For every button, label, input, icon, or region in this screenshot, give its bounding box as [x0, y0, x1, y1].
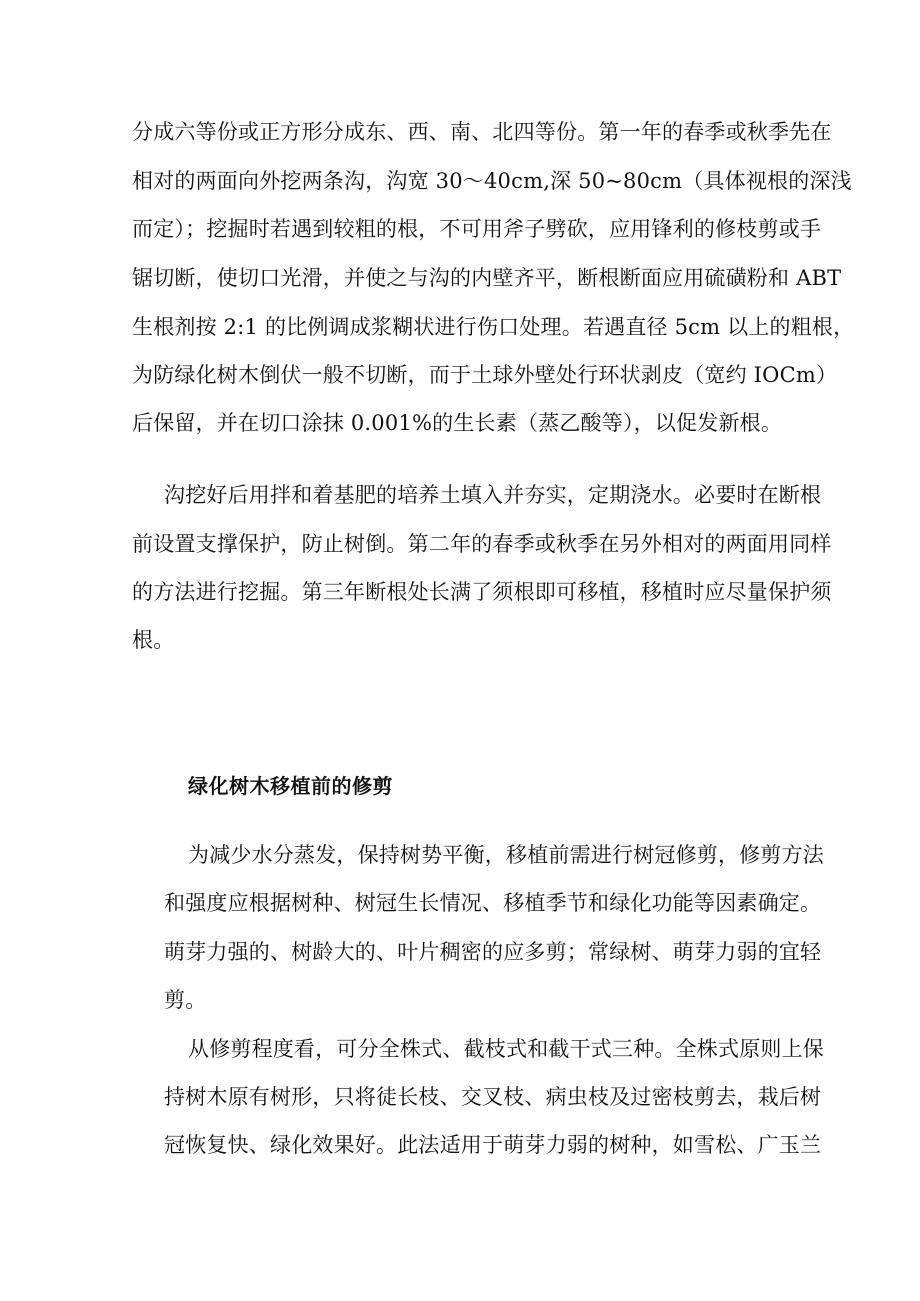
paragraph-line: 分成六等份或正方形分成东、西、南、北四等份。第一年的春季或秋季先在 [132, 120, 832, 144]
paragraph-line: 锯切断，使切口光滑，并使之与沟的内壁齐平，断根断面应用硫磺粉和 ABT [132, 266, 842, 290]
paragraph-line: 的方法进行挖掘。第三年断根处长满了须根即可移植，移植时应尽量保护须 [132, 580, 832, 604]
paragraph-line: 持树木原有树形，只将徒长枝、交叉枝、病虫枝及过密枝剪去，栽后树 [164, 1085, 822, 1109]
paragraph-line: 沟挖好后用拌和着基肥的培养土填入并夯实，定期浇水。必要时在断根 [164, 483, 822, 507]
paragraph-line: 从修剪程度看，可分全株式、截枝式和截干式三种。全株式原则上保 [188, 1037, 824, 1061]
paragraph-line: 萌芽力强的、树龄大的、叶片稠密的应多剪；常绿树、萌芽力弱的宜轻 [164, 940, 822, 964]
paragraph-line: 冠恢复快、绿化效果好。此法适用于萌芽力弱的树种，如雪松、广玉兰 [164, 1133, 822, 1157]
paragraph-line: 和强度应根据树种、树冠生长情况、移植季节和绿化功能等因素确定。 [164, 891, 822, 915]
paragraph-line: 为减少水分蒸发，保持树势平衡，移植前需进行树冠修剪，修剪方法 [188, 843, 824, 867]
paragraph-line: 为防绿化树木倒伏一般不切断，而于土球外壁处行环状剥皮（宽约 IOCm） [132, 363, 838, 387]
paragraph-line: 前设置支撑保护，防止树倒。第二年的春季或秋季在另外相对的两面用同样 [132, 532, 832, 556]
section-heading: 绿化树木移植前的修剪 [188, 774, 393, 798]
paragraph-line: 相对的两面向外挖两条沟，沟宽 30～40cm,深 50~80cm（具体视根的深浅 [132, 169, 852, 193]
paragraph-line: 而定）；挖掘时若遇到较粗的根，不可用斧子劈砍，应用锋利的修枝剪或手 [132, 217, 822, 241]
paragraph-line: 根。 [132, 628, 175, 652]
paragraph-line: 生根剂按 2:1 的比例调成浆糊状进行伤口处理。若遇直径 5cm 以上的粗根， [132, 315, 855, 339]
paragraph-line: 后保留，并在切口涂抹 0.001%的生长素（蒸乙酸等），以促发新根。 [132, 411, 783, 435]
paragraph-line: 剪。 [164, 988, 207, 1012]
